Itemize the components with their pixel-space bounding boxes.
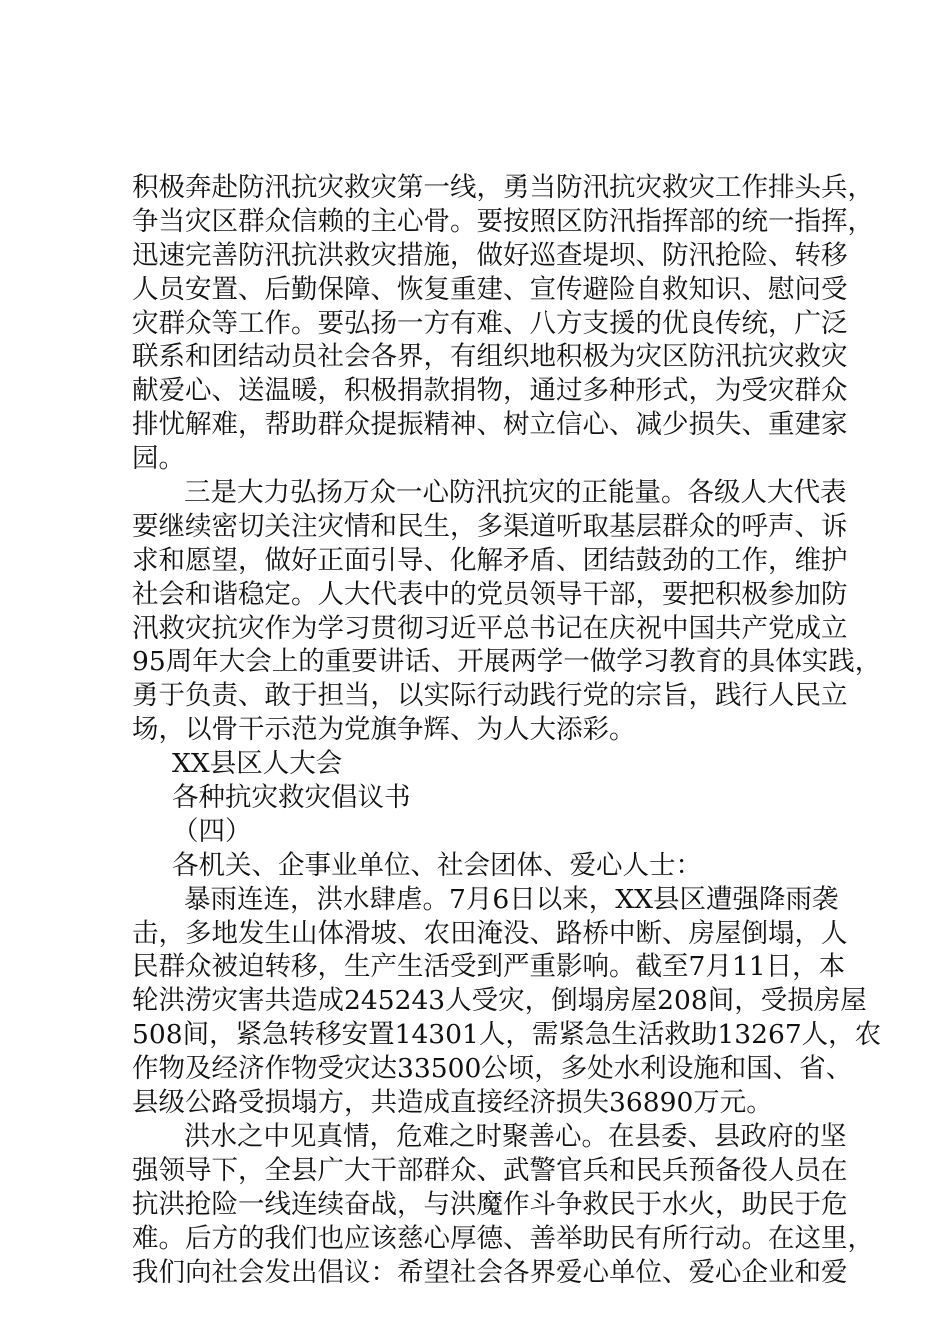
text-line: 联系和团结动员社会各界，有组织地积极为灾区防汛抗灾救灾 xyxy=(132,341,848,373)
section-number: （四） xyxy=(172,815,252,847)
text-line: 场，以骨干示范为党旗争辉、为人大添彩。 xyxy=(132,714,636,746)
text-line: 献爱心、送温暖，积极捐款捐物，通过多种形式，为受灾群众 xyxy=(132,375,848,407)
text-line: 灾群众等工作。要弘扬一方有难、八方支援的优良传统，广泛 xyxy=(132,307,848,339)
paragraph-start-line: 暴雨连连，洪水肆虐。7月6日以来，XX县区遭强降雨袭 xyxy=(184,883,839,915)
organization-signature: XX县区人大会 xyxy=(172,748,343,780)
text-line: 要继续密切关注灾情和民生，多渠道听取基层群众的呼声、诉 xyxy=(132,510,848,542)
text-line: 95周年大会上的重要讲话、开展两学一做学习教育的具体实践， xyxy=(132,646,882,678)
salutation: 各机关、企事业单位、社会团体、爱心人士： xyxy=(172,849,702,881)
text-line: 迅速完善防汛抗洪救灾措施，做好巡查堤坝、防汛抢险、转移 xyxy=(132,239,848,271)
text-line: 争当灾区群众信赖的主心骨。要按照区防汛指挥部的统一指挥， xyxy=(132,205,874,237)
text-line: 县级公路受损塌方，共造成直接经济损失36890万元。 xyxy=(132,1087,773,1119)
text-line: 508间，紧急转移安置14301人，需紧急生活救助13267人，农 xyxy=(132,1019,882,1051)
text-line: 汛救灾抗灾作为学习贯彻习近平总书记在庆祝中国共产党成立 xyxy=(132,612,848,644)
paragraph-start-line: 三是大力弘扬万众一心防汛抗灾的正能量。各级人大代表 xyxy=(184,477,847,509)
text-line: 社会和谐稳定。人大代表中的党员领导干部，要把积极参加防 xyxy=(132,578,848,610)
text-line: 我们向社会发出倡议：希望社会各界爱心单位、爱心企业和爱 xyxy=(132,1256,848,1288)
text-line: 轮洪涝灾害共造成245243人受灾，倒塌房屋208间，受损房屋 xyxy=(132,985,867,1017)
text-line: 民群众被迫转移，生产生活受到严重影响。截至7月11日，本 xyxy=(132,951,846,983)
text-line: 作物及经济作物受灾达33500公顷，多处水利设施和国、省、 xyxy=(132,1053,853,1085)
document-body xyxy=(132,171,882,1289)
text-line: 人员安置、后勤保障、恢复重建、宣传避险自救知识、慰问受 xyxy=(132,273,848,305)
text-line: 难。后方的我们也应该慈心厚德、善举助民有所行动。在这里， xyxy=(132,1222,874,1254)
text-line: 排忧解难，帮助群众提振精神、树立信心、减少损失、重建家 xyxy=(132,409,848,441)
text-line: 击，多地发生山体滑坡、农田淹没、路桥中断、房屋倒塌，人 xyxy=(132,917,848,949)
document-title: 各种抗灾救灾倡议书 xyxy=(172,782,411,814)
text-line: 勇于负责、敢于担当，以实际行动践行党的宗旨，践行人民立 xyxy=(132,680,848,712)
paragraph-start-line: 洪水之中见真情，危难之时聚善心。在县委、县政府的坚 xyxy=(184,1120,847,1152)
text-line: 抗洪抢险一线连续奋战，与洪魔作斗争救民于水火，助民于危 xyxy=(132,1188,848,1220)
text-line: 园。 xyxy=(132,443,185,475)
text-line: 强领导下，全县广大干部群众、武警官兵和民兵预备役人员在 xyxy=(132,1154,848,1186)
text-line: 求和愿望，做好正面引导、化解矛盾、团结鼓劲的工作，维护 xyxy=(132,544,848,576)
text-line: 积极奔赴防汛抗灾救灾第一线，勇当防汛抗灾救灾工作排头兵， xyxy=(132,172,874,203)
